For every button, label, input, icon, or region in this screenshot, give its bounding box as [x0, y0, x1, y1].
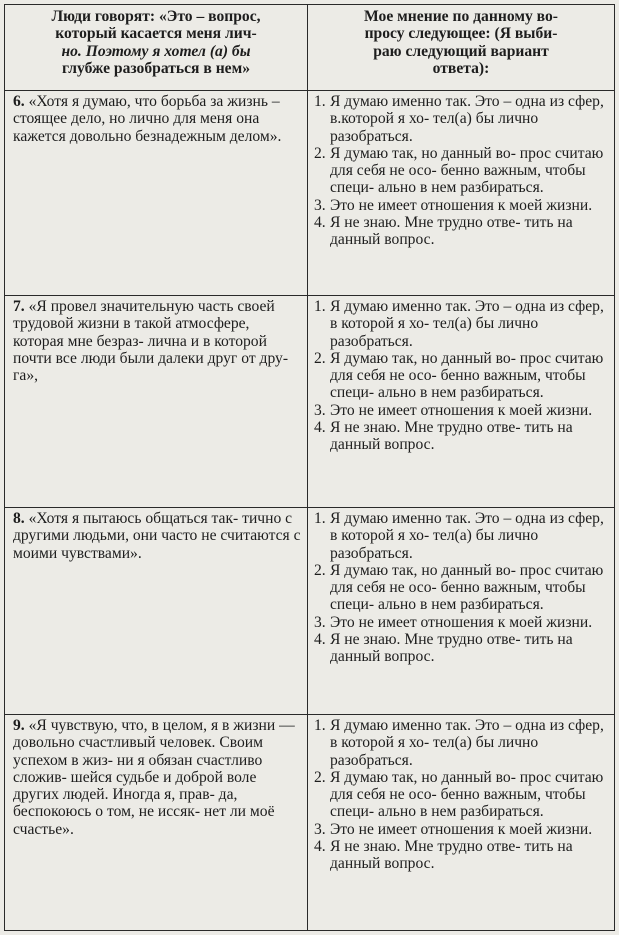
option-number: 1. [314, 510, 326, 527]
answer-option-4[interactable] [314, 214, 610, 249]
table-header [5, 5, 615, 91]
option-number: 3. [314, 613, 326, 631]
option-number: 1. [314, 298, 326, 315]
statement-number: 9. [13, 717, 25, 734]
header-col1-line4: глубже разобраться в нем» [61, 59, 251, 77]
answer-option-3[interactable] [314, 197, 610, 214]
table-row [5, 715, 615, 931]
option-number: 2. [314, 144, 326, 162]
option-text: Я не знаю. Мне трудно отве- тить на данный вопрос. [330, 838, 573, 873]
options-cell [308, 508, 615, 715]
answer-option-1[interactable] [314, 93, 610, 145]
option-text: Я думаю так, но данный во- прос считаю для себя не осо- бенно важным, чтобы специ- ально в нем разбираться. [330, 561, 604, 614]
option-number: 1. [314, 93, 326, 110]
header-col2-line2: просу следующее: (Я выби- [364, 25, 558, 43]
options-cell [308, 91, 615, 296]
table-row [5, 296, 615, 508]
answer-options [314, 93, 610, 249]
option-number: 2. [314, 349, 326, 367]
answer-option-3[interactable] [314, 402, 610, 419]
answer-options [314, 298, 610, 454]
header-col1-line1: Люди говорят: «Это – вопрос, [51, 8, 261, 25]
option-text: Я не знаю. Мне трудно отве- тить на данный вопрос. [330, 631, 573, 666]
option-number: 3. [314, 401, 326, 419]
answer-option-2[interactable] [314, 562, 610, 614]
option-text: Я думаю именно так. Это – одна из сфер, в которой я хо- тел(а) бы лично разобраться. [330, 510, 604, 562]
answer-option-3[interactable] [314, 821, 610, 838]
answer-option-2[interactable] [314, 350, 610, 402]
answer-option-1[interactable] [314, 717, 610, 769]
header-col2-line1: Мое мнение по данному во- [364, 8, 558, 25]
option-text: Я думаю именно так. Это – одна из сфер, в которой я хо- тел(а) бы лично разобраться. [330, 298, 604, 350]
answer-option-4[interactable] [314, 419, 610, 454]
statement-number: 7. [13, 298, 25, 315]
option-text: Это не имеет отношения к моей жизни. [330, 401, 593, 419]
option-number: 2. [314, 561, 326, 579]
header-statement-column [5, 5, 308, 91]
statement-text: «Я чувствую, что, в целом, я в жизни — довольно счастливый человек. Своим успехом в жиз- ни я обязан счастливо сложив- шейся судьбе и доброй воле других людей. Иногда я, прав- да, беспокоюсь о том, не иссяк- нет ли моё счастье». [13, 717, 295, 838]
options-cell [308, 296, 615, 508]
header-col2-line3: раю следующий вариант [373, 42, 549, 60]
statement-number: 6. [13, 93, 25, 110]
answer-options [314, 510, 610, 666]
answer-options [314, 717, 610, 873]
option-number: 4. [314, 838, 326, 856]
option-number: 4. [314, 214, 326, 232]
table-row [5, 508, 615, 715]
statement-number: 8. [13, 510, 25, 527]
option-text: Это не имеет отношения к моей жизни. [330, 613, 593, 631]
option-number: 1. [314, 717, 326, 734]
option-text: Я думаю именно так. Это – одна из сфер, в.которой я хо- тел(а) бы лично разобраться. [330, 93, 604, 145]
header-opinion-column [308, 5, 615, 91]
option-number: 3. [314, 820, 326, 838]
header-col1-line2: который касается меня лич- [55, 25, 257, 43]
answer-option-3[interactable] [314, 614, 610, 631]
option-text: Я не знаю. Мне трудно отве- тить на данный вопрос. [330, 419, 573, 454]
option-number: 4. [314, 631, 326, 649]
answer-option-1[interactable] [314, 298, 610, 350]
header-col2-line4: ответа): [432, 59, 490, 77]
statement-cell [5, 508, 308, 715]
statement-cell [5, 91, 308, 296]
option-text: Это не имеет отношения к моей жизни. [330, 820, 593, 838]
header-col1-line3: но. Поэтому я хотел (а) бы [61, 42, 251, 60]
option-number: 2. [314, 768, 326, 786]
statement-cell [5, 296, 308, 508]
answer-option-4[interactable] [314, 838, 610, 873]
statement-text: «Хотя я пытаюсь общаться так- тично с другими людьми, они часто не считаются с моими чувствами». [13, 510, 301, 562]
statement-text: «Хотя я думаю, что борьба за жизнь – стоящее дело, но лично для меня она кажется довольно безнадежным делом». [13, 93, 282, 145]
option-text: Я думаю так, но данный во- прос считаю для себя не осо- бенно важным, чтобы специ- ально в нем разбираться. [330, 144, 604, 197]
option-number: 3. [314, 196, 326, 214]
options-cell [308, 715, 615, 931]
option-number: 4. [314, 419, 326, 437]
answer-option-4[interactable] [314, 631, 610, 666]
answer-option-2[interactable] [314, 145, 610, 197]
statement-text: «Я провел значительную часть своей трудовой жизни в такой атмосфере, которая мне безраз- лична и в которой почти все люди были далеки друг от дру- га», [13, 298, 289, 385]
statement-cell [5, 715, 308, 931]
answer-option-2[interactable] [314, 769, 610, 821]
option-text: Это не имеет отношения к моей жизни. [330, 196, 593, 214]
option-text: Я не знаю. Мне трудно отве- тить на данный вопрос. [330, 214, 573, 249]
questionnaire-table [4, 4, 615, 931]
option-text: Я думаю именно так. Это – одна из сфер, в которой я хо- тел(а) бы лично разобраться. [330, 717, 604, 769]
option-text: Я думаю так, но данный во- прос считаю для себя не осо- бенно важным, чтобы специ- ально в нем разбираться. [330, 768, 604, 821]
option-text: Я думаю так, но данный во- прос считаю для себя не осо- бенно важным, чтобы специ- ально в нем разбираться. [330, 349, 604, 402]
answer-option-1[interactable] [314, 510, 610, 562]
table-row [5, 91, 615, 296]
